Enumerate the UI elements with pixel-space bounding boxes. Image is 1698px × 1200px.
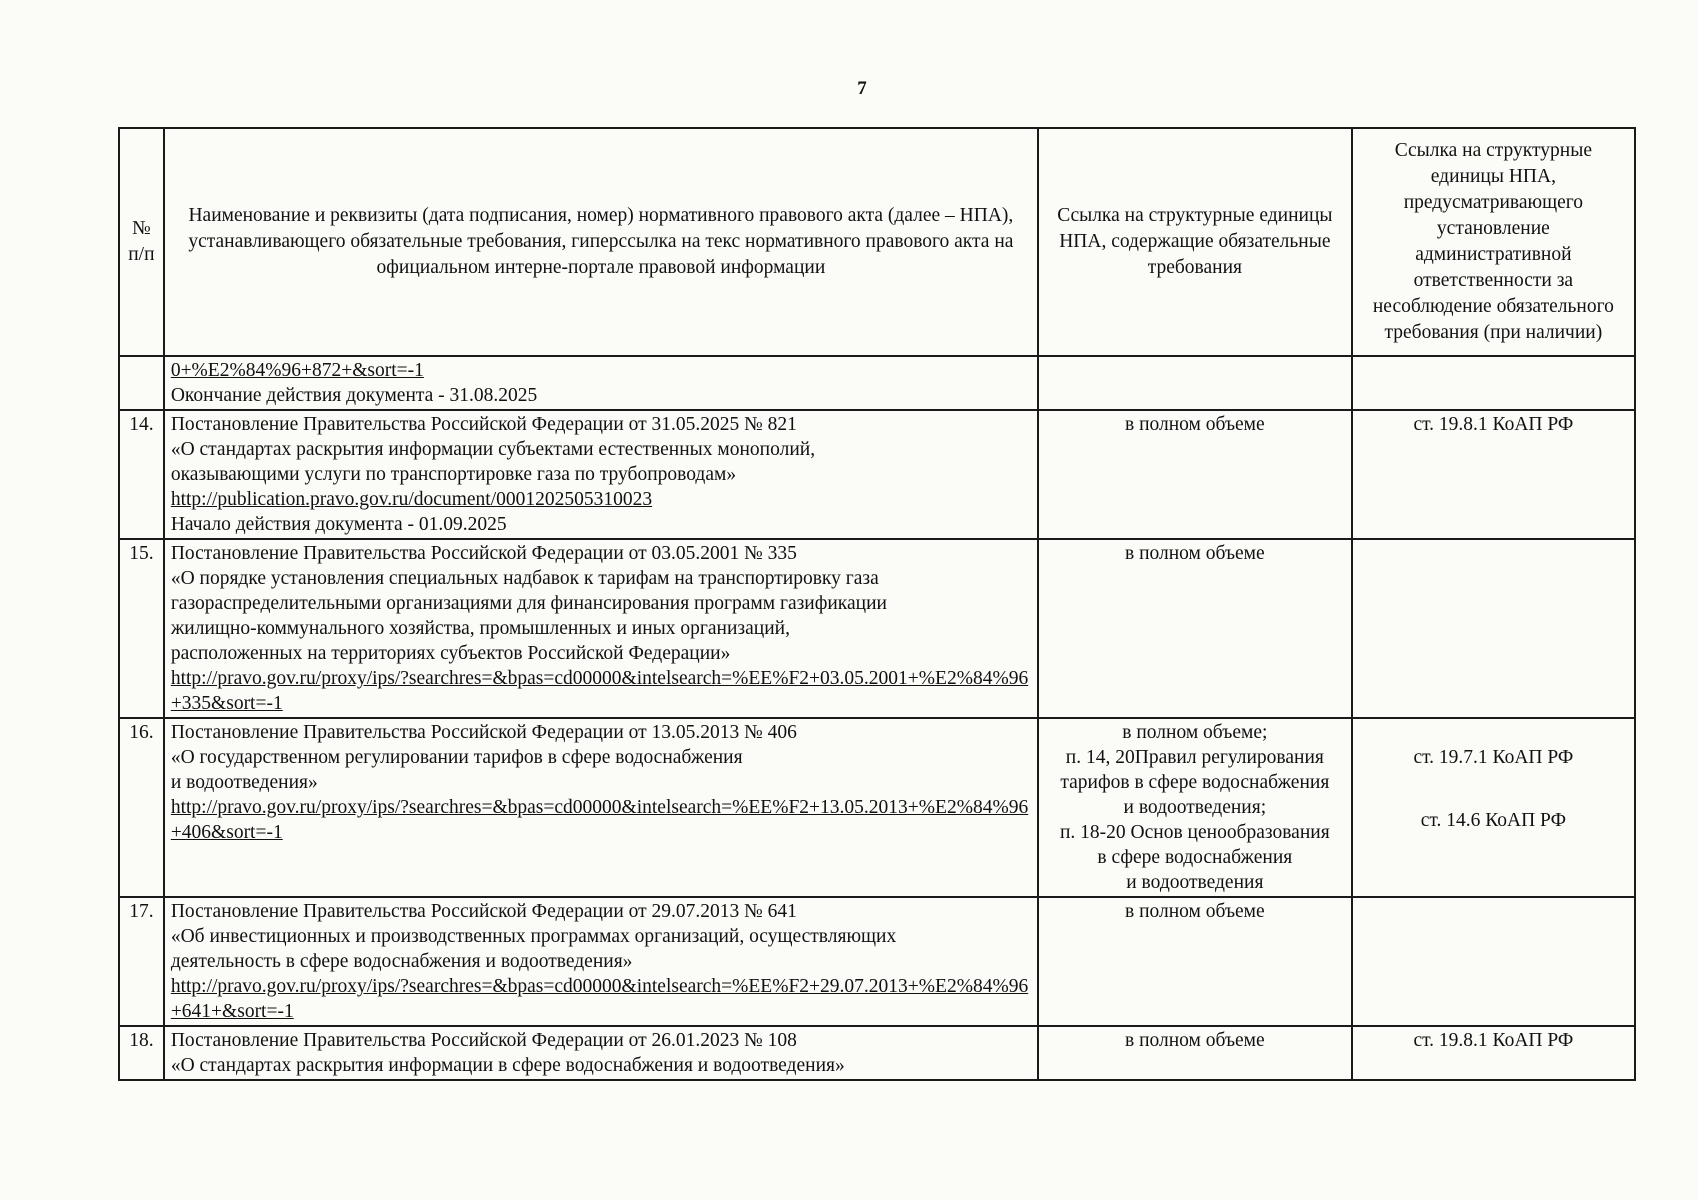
table-row (119, 897, 1635, 1026)
act-title: Постановление Правительства Российской Федерации от 13.05.2013 № 406 (170, 722, 797, 743)
requirement-line: в полном объеме (1124, 414, 1265, 435)
act-link[interactable]: http://pravo.gov.ru/proxy/ips/?searchres=&bpas=cd00000&intelsearch=%EE%F2+13.05.2013+%E2%84%96+406&sort=-1 (170, 797, 1029, 843)
act-link[interactable]: 0+%E2%84%96+872+&sort=-1 (170, 360, 424, 381)
header-requirements: Ссылка на структурные единицы НПА, содержащие обязательные требования (1038, 128, 1352, 356)
act-subject-line: жилищно-коммунального хозяйства, промышленных и иных организаций, (170, 618, 790, 639)
requirement-line: п. 18-20 Основ ценообразования (1059, 822, 1330, 843)
act-subject-line: газораспределительными организациями для финансирования программ газификации (170, 593, 887, 614)
requirement-line: в полном объеме (1124, 543, 1265, 564)
responsibility-line: ст. 19.8.1 КоАП РФ (1413, 414, 1574, 435)
header-num: № п/п (119, 128, 164, 356)
requirement-line: в полном объеме (1124, 901, 1265, 922)
requirement-line: п. 14, 20Правил регулирования (1065, 747, 1324, 768)
header-responsibility: Ссылка на структурные единицы НПА, предусматривающего установление административной ответственности за несоблюдение обязательного требования (при наличии) (1352, 128, 1635, 356)
row-number: 17. (119, 897, 164, 1026)
requirement-line: в полном объеме (1124, 1030, 1265, 1051)
act-description (164, 718, 1038, 897)
responsibility-reference (1352, 897, 1635, 1026)
page-number: 7 (857, 78, 867, 99)
act-title: Постановление Правительства Российской Федерации от 29.07.2013 № 641 (170, 901, 797, 922)
responsibility-reference (1352, 356, 1635, 410)
table-row (119, 539, 1635, 718)
act-description (164, 410, 1038, 539)
act-note: Окончание действия документа - 31.08.2025 (170, 385, 538, 406)
act-subject-line: оказывающими услуги по транспортировке газа по трубопроводам» (170, 464, 737, 485)
requirements-reference (1038, 1026, 1352, 1080)
table-row (119, 718, 1635, 897)
act-subject-line: «О порядке установления специальных надбавок к тарифам на транспортировку газа (170, 568, 879, 589)
act-title: Постановление Правительства Российской Федерации от 26.01.2023 № 108 (170, 1030, 797, 1051)
requirements-reference (1038, 718, 1352, 897)
requirement-line: в полном объеме; (1122, 722, 1268, 743)
table-row (119, 356, 1635, 410)
act-link[interactable]: http://pravo.gov.ru/proxy/ips/?searchres=&bpas=cd00000&intelsearch=%EE%F2+03.05.2001+%E2%84%96+335&sort=-1 (170, 668, 1029, 714)
responsibility-line: ст. 14.6 КоАП РФ (1420, 810, 1566, 831)
responsibility-reference (1352, 539, 1635, 718)
act-note: Начало действия документа - 01.09.2025 (170, 514, 507, 535)
requirement-line: тарифов в сфере водоснабжения (1060, 772, 1330, 793)
act-subject-line: и водоотведения» (170, 772, 318, 793)
act-subject-line: расположенных на территориях субъектов Российской Федерации» (170, 643, 731, 664)
responsibility-reference (1352, 1026, 1635, 1080)
act-subject-line: «О стандартах раскрытия информации субъектами естественных монополий, (170, 439, 816, 460)
row-number: 14. (119, 410, 164, 539)
table-row (119, 1026, 1635, 1080)
act-description (164, 539, 1038, 718)
act-subject-line: «О государственном регулировании тарифов в сфере водоснабжения (170, 747, 743, 768)
requirements-reference (1038, 897, 1352, 1026)
header-name: Наименование и реквизиты (дата подписания, номер) нормативного правового акта (далее – НПА), устанавливающего обязательные требования, гиперссылка на текс нормативного правового акта на официальном интерне-портале правовой информации (164, 128, 1038, 356)
responsibility-line: ст. 19.7.1 КоАП РФ (1413, 747, 1574, 768)
act-description (164, 897, 1038, 1026)
act-link[interactable]: http://publication.pravo.gov.ru/document/0001202505310023 (170, 489, 653, 510)
act-description (164, 356, 1038, 410)
row-number: 15. (119, 539, 164, 718)
table-header-row (119, 128, 1635, 356)
requirements-reference (1038, 356, 1352, 410)
act-subject-line: «Об инвестиционных и производственных программах организаций, осуществляющих (170, 926, 897, 947)
act-title: Постановление Правительства Российской Федерации от 03.05.2001 № 335 (170, 543, 797, 564)
responsibility-reference (1352, 410, 1635, 539)
act-subject-line: деятельность в сфере водоснабжения и водоотведения» (170, 951, 633, 972)
requirements-reference (1038, 539, 1352, 718)
requirements-reference (1038, 410, 1352, 539)
act-subject-line: «О стандартах раскрытия информации в сфере водоснабжения и водоотведения» (170, 1055, 845, 1076)
responsibility-line: ст. 19.8.1 КоАП РФ (1413, 1030, 1574, 1051)
responsibility-reference (1352, 718, 1635, 897)
requirement-line: в сфере водоснабжения (1097, 847, 1293, 868)
requirements-table (118, 127, 1636, 1081)
row-number (119, 356, 164, 410)
row-number: 16. (119, 718, 164, 897)
spacer (1359, 770, 1628, 808)
row-number: 18. (119, 1026, 164, 1080)
table-row (119, 410, 1635, 539)
requirement-line: и водоотведения (1126, 872, 1264, 893)
requirement-line: и водоотведения; (1123, 797, 1267, 818)
act-title: Постановление Правительства Российской Федерации от 31.05.2025 № 821 (170, 414, 797, 435)
act-link[interactable]: http://pravo.gov.ru/proxy/ips/?searchres=&bpas=cd00000&intelsearch=%EE%F2+29.07.2013+%E2%84%96+641+&sort=-1 (170, 976, 1029, 1022)
act-description (164, 1026, 1038, 1080)
